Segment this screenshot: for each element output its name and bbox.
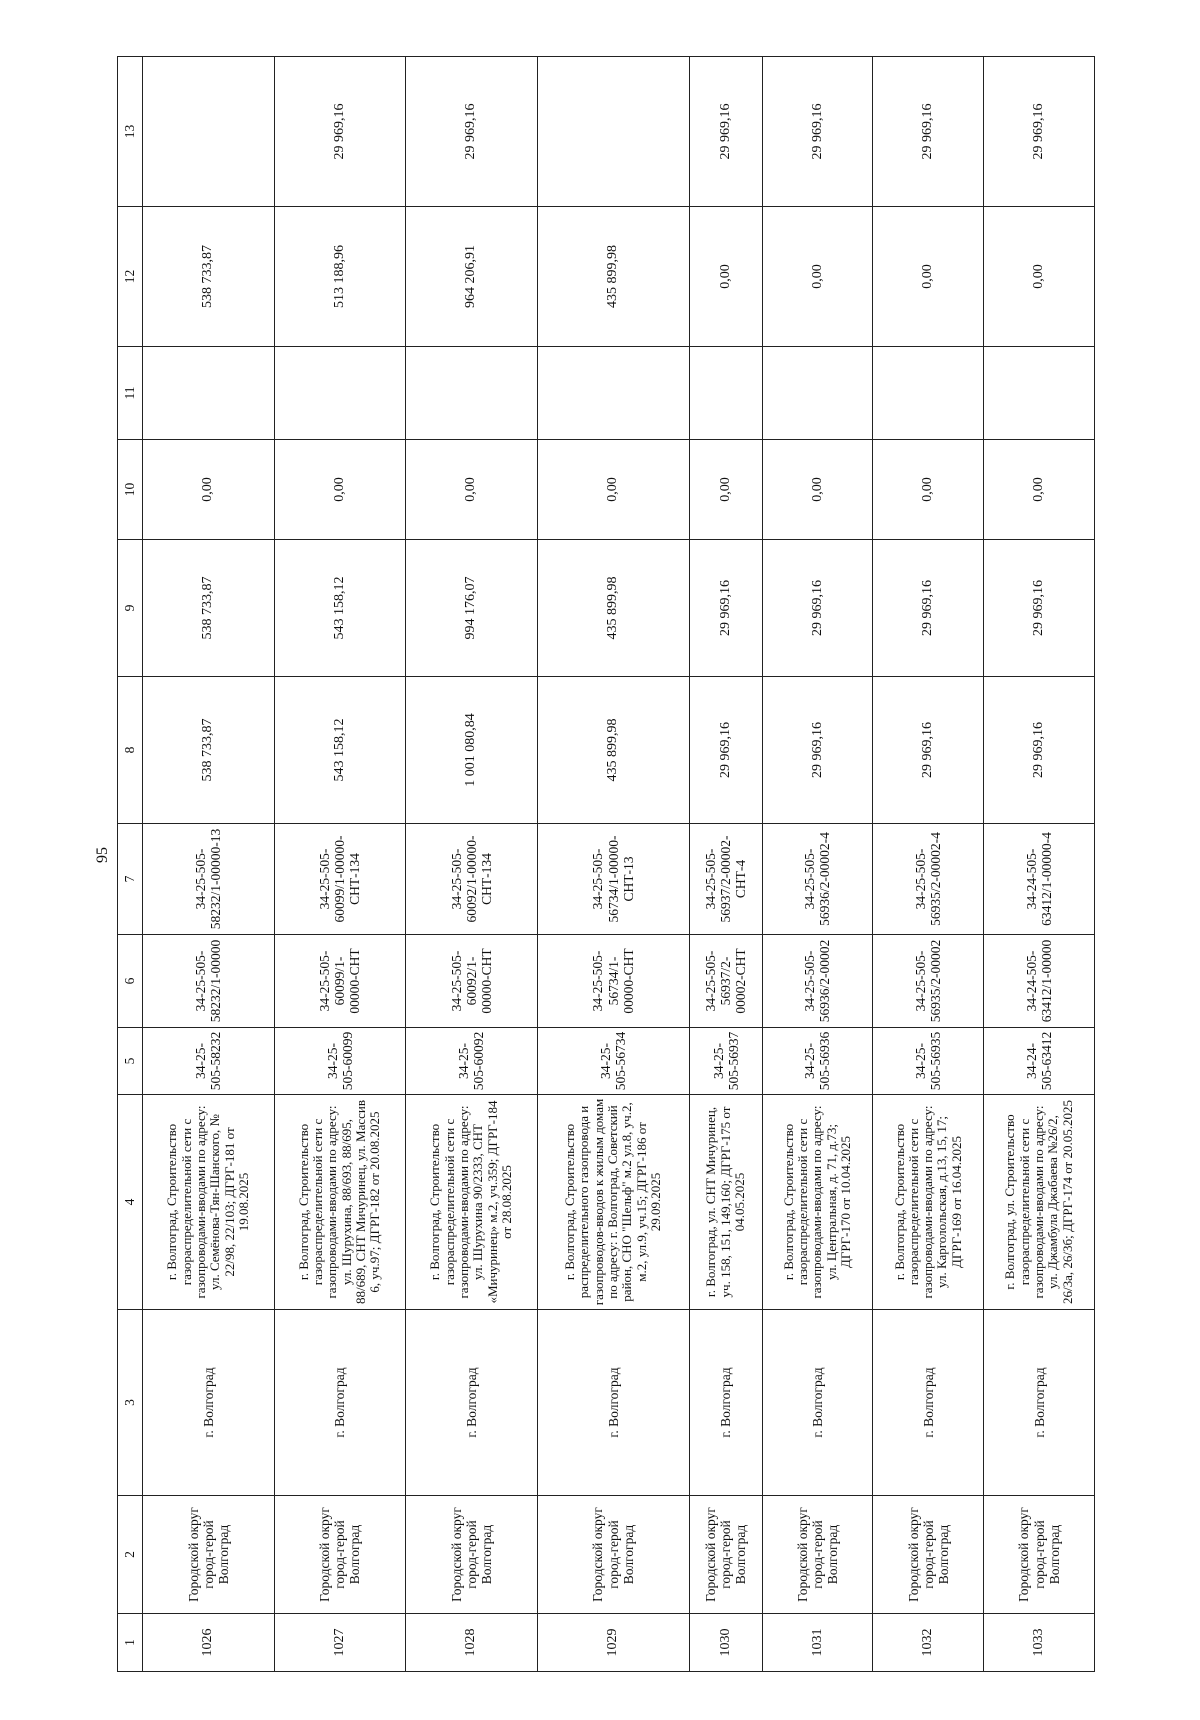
column-header-4: 4 (118, 1095, 143, 1310)
cell-col-8: 538 733,87 (143, 677, 275, 824)
cell-col-7: 34-25-505-56734/1-00000-СНТ-13 (537, 824, 689, 935)
column-header-12: 12 (118, 207, 143, 347)
cell-col-3: г. Волгоград (537, 1310, 689, 1496)
cell-col-1: 1032 (873, 1614, 984, 1672)
cell-col-13 (537, 57, 689, 207)
cell-col-9: 29 969,16 (762, 540, 873, 677)
cell-col-1: 1029 (537, 1614, 689, 1672)
cell-col-1: 1028 (406, 1614, 538, 1672)
cell-col-11 (984, 347, 1095, 440)
cell-col-12: 0,00 (762, 207, 873, 347)
cell-col-12: 0,00 (689, 207, 762, 347)
cell-col-2: Городской округ город-герой Волгоград (984, 1496, 1095, 1614)
registry-table (117, 56, 1095, 1672)
cell-col-6: 34-25-505-56937/2-00002-СНТ (689, 935, 762, 1028)
column-header-1: 1 (118, 1614, 143, 1672)
cell-col-8: 29 969,16 (984, 677, 1095, 824)
cell-col-7: 34-25-505-56936/2-00002-4 (762, 824, 873, 935)
cell-col-3: г. Волгоград (762, 1310, 873, 1496)
cell-col-2: Городской округ город-герой Волгоград (143, 1496, 275, 1614)
cell-col-12: 538 733,87 (143, 207, 275, 347)
cell-col-7: 34-25-505-56937/2-00002-СНТ-4 (689, 824, 762, 935)
cell-col-1: 1026 (143, 1614, 275, 1672)
cell-col-9: 994 176,07 (406, 540, 538, 677)
cell-col-1: 1033 (984, 1614, 1095, 1672)
column-header-13: 13 (118, 57, 143, 207)
cell-col-13: 29 969,16 (274, 57, 406, 207)
cell-col-10: 0,00 (689, 440, 762, 540)
cell-col-12: 513 188,96 (274, 207, 406, 347)
column-header-9: 9 (118, 540, 143, 677)
cell-col-6: 34-25-505-58232/1-00000 (143, 935, 275, 1028)
cell-col-2: Городской округ город-герой Волгоград (274, 1496, 406, 1614)
cell-col-8: 543 158,12 (274, 677, 406, 824)
cell-col-13 (143, 57, 275, 207)
cell-col-11 (143, 347, 275, 440)
cell-col-4: г. Волгоград, Строительство газораспределительной сети с газопроводами-вводами по адресу: ул. Семёнова-Тян-Шанского, № 22/98, 22/103; ДГРГ-181 от 19.08.2025 (143, 1095, 275, 1310)
cell-col-9: 29 969,16 (984, 540, 1095, 677)
cell-col-11 (537, 347, 689, 440)
cell-col-2: Городской округ город-герой Волгоград (762, 1496, 873, 1614)
cell-col-9: 29 969,16 (873, 540, 984, 677)
table-row (689, 57, 762, 1672)
cell-col-8: 29 969,16 (762, 677, 873, 824)
cell-col-4: г. Волгоград, ул. СНТ Мичуринец, уч. 158, 151, 149,160; ДГРГ-175 от 04.05.2025 (689, 1095, 762, 1310)
cell-col-4: г. Волгоград, Строительство газораспределительной сети с газопроводами-вводами по адресу: ул. Центральная, д. 71, д.73; ДГРГ-170 от 10.04.2025 (762, 1095, 873, 1310)
cell-col-5: 34-25-505-56734 (537, 1028, 689, 1095)
cell-col-8: 435 899,98 (537, 677, 689, 824)
cell-col-7: 34-24-505-63412/1-00000-4 (984, 824, 1095, 935)
column-header-7: 7 (118, 824, 143, 935)
table-row (762, 57, 873, 1672)
cell-col-5: 34-25-505-56935 (873, 1028, 984, 1095)
cell-col-13: 29 969,16 (762, 57, 873, 207)
cell-col-6: 34-25-505-56935/2-00002 (873, 935, 984, 1028)
cell-col-2: Городской округ город-герой Волгоград (537, 1496, 689, 1614)
column-header-6: 6 (118, 935, 143, 1028)
cell-col-8: 29 969,16 (689, 677, 762, 824)
table-row (406, 57, 538, 1672)
cell-col-3: г. Волгоград (274, 1310, 406, 1496)
cell-col-4: г. Волгоград, ул. Строительство газораспределительной сети с газопроводами-вводами по адресу: ул. Джамбула Джабаева №26/2, 26/3а, 26/3б; ДГРГ-174 от 20.05.2025 (984, 1095, 1095, 1310)
cell-col-2: Городской округ город-герой Волгоград (689, 1496, 762, 1614)
header-row (118, 57, 143, 1672)
cell-col-7: 34-25-505-58232/1-00000-13 (143, 824, 275, 935)
cell-col-10: 0,00 (143, 440, 275, 540)
cell-col-12: 964 206,91 (406, 207, 538, 347)
cell-col-6: 34-25-505-60099/1-00000-СНТ (274, 935, 406, 1028)
column-header-8: 8 (118, 677, 143, 824)
cell-col-10: 0,00 (762, 440, 873, 540)
cell-col-13: 29 969,16 (689, 57, 762, 207)
cell-col-9: 29 969,16 (689, 540, 762, 677)
cell-col-10: 0,00 (984, 440, 1095, 540)
cell-col-6: 34-25-505-56734/1-00000-СНТ (537, 935, 689, 1028)
cell-col-6: 34-24-505-63412/1-00000 (984, 935, 1095, 1028)
cell-col-12: 435 899,98 (537, 207, 689, 347)
cell-col-10: 0,00 (274, 440, 406, 540)
cell-col-13: 29 969,16 (984, 57, 1095, 207)
cell-col-7: 34-25-505-60092/1-00000-СНТ-134 (406, 824, 538, 935)
table-row (984, 57, 1095, 1672)
cell-col-10: 0,00 (406, 440, 538, 540)
cell-col-13: 29 969,16 (873, 57, 984, 207)
cell-col-3: г. Волгоград (689, 1310, 762, 1496)
cell-col-6: 34-25-505-56936/2-00002 (762, 935, 873, 1028)
cell-col-11 (406, 347, 538, 440)
column-header-5: 5 (118, 1028, 143, 1095)
cell-col-5: 34-24-505-63412 (984, 1028, 1095, 1095)
column-header-10: 10 (118, 440, 143, 540)
cell-col-9: 435 899,98 (537, 540, 689, 677)
cell-col-2: Городской округ город-герой Волгоград (873, 1496, 984, 1614)
cell-col-10: 0,00 (537, 440, 689, 540)
cell-col-3: г. Волгоград (873, 1310, 984, 1496)
column-header-2: 2 (118, 1496, 143, 1614)
cell-col-3: г. Волгоград (143, 1310, 275, 1496)
column-header-11: 11 (118, 347, 143, 440)
cell-col-2: Городской округ город-герой Волгоград (406, 1496, 538, 1614)
cell-col-9: 543 158,12 (274, 540, 406, 677)
registry-table-container (117, 57, 1095, 1672)
cell-col-5: 34-25-505-60092 (406, 1028, 538, 1095)
cell-col-8: 29 969,16 (873, 677, 984, 824)
cell-col-7: 34-25-505-56935/2-00002-4 (873, 824, 984, 935)
cell-col-1: 1030 (689, 1614, 762, 1672)
table-row (537, 57, 689, 1672)
cell-col-12: 0,00 (873, 207, 984, 347)
cell-col-12: 0,00 (984, 207, 1095, 347)
table-row (873, 57, 984, 1672)
cell-col-5: 34-25-505-56936 (762, 1028, 873, 1095)
cell-col-4: г. Волгоград, Строительство газораспределительной сети с газопроводами-вводами по адресу: ул. Шурухина, 88/693, 88/695, 88/689, СНТ Мичуринец, ул. Массив 6, уч.97; ДГРГ-182 от 20.08.2025 (274, 1095, 406, 1310)
table-row (143, 57, 275, 1672)
table-row (274, 57, 406, 1672)
cell-col-4: г. Волгоград, Строительство газораспределительной сети с газопроводами-вводами по адресу: ул. Карголольская, д.13, 15, 17; ДГРГ-169 от 16.04.2025 (873, 1095, 984, 1310)
cell-col-3: г. Волгоград (984, 1310, 1095, 1496)
cell-col-5: 34-25-505-60099 (274, 1028, 406, 1095)
cell-col-5: 34-25-505-56937 (689, 1028, 762, 1095)
cell-col-1: 1027 (274, 1614, 406, 1672)
cell-col-11 (689, 347, 762, 440)
cell-col-3: г. Волгоград (406, 1310, 538, 1496)
cell-col-9: 538 733,87 (143, 540, 275, 677)
cell-col-13: 29 969,16 (406, 57, 538, 207)
cell-col-11 (873, 347, 984, 440)
cell-col-11 (762, 347, 873, 440)
cell-col-1: 1031 (762, 1614, 873, 1672)
cell-col-7: 34-25-505-60099/1-00000-СНТ-134 (274, 824, 406, 935)
cell-col-4: г. Волгоград, Строительство газораспределительной сети с газопроводами-вводами по адресу: ул. Шурухина 90/2333, СНТ «Мичуринец» м.2, уч.359; ДГРГ-184 от 28.08.2025 (406, 1095, 538, 1310)
cell-col-4: г. Волгоград, Строительство распределительного газопровода и газопроводов-вводов к жилым домам по адресу: г. Волгоград, Советский район, СНО "Шельф" м.2 ул.8, уч.2, м.2, ул.9, уч.15; ДГРГ-186 от 29.09.2025 (537, 1095, 689, 1310)
cell-col-6: 34-25-505-60092/1-00000-СНТ (406, 935, 538, 1028)
column-header-3: 3 (118, 1310, 143, 1496)
cell-col-11 (274, 347, 406, 440)
table-body (143, 57, 1095, 1672)
cell-col-8: 1 001 080,84 (406, 677, 538, 824)
cell-col-5: 34-25-505-58232 (143, 1028, 275, 1095)
cell-col-10: 0,00 (873, 440, 984, 540)
page-number: 95 (94, 847, 111, 863)
